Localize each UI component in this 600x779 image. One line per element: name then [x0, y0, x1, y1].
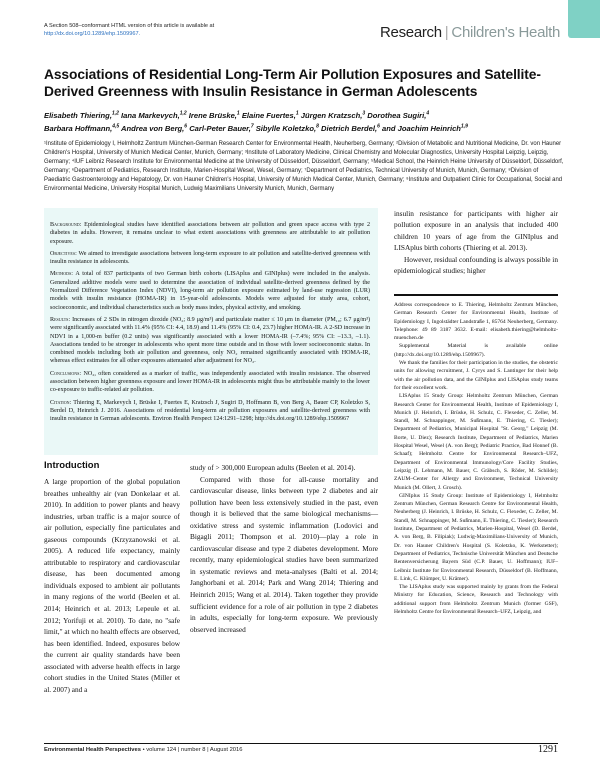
paragraph: Compared with those for all-cause mortality and cardiovascular disease, links between type 2 diabetes and air pollution have been less extensively studied in the past, even though it is believed that the same biological mechanisms—oxidative stress and systemic inflammation (Lodovici and Bigagli 2011; Thompson et al. 2010)—play a role in cardiovascular disease and type 2 diabetes development. More recently, many epidemiological studies have been summarized in systematic reviews and meta-analyses (Balti et al. 2014; Janghorbani et al. 2014; Park and Wang 2014; Thiering and Heinrich 2015; Wang et al. 2014). Taken together they provide sufficient evidence for a role of air pollution in type 2 diabetes in adults, especially for long-term exposure. We previously observed increased — [190, 474, 378, 634]
divider: | — [444, 24, 449, 41]
author-name: Elisabeth Thiering, — [44, 110, 112, 120]
notes-divider — [394, 294, 558, 296]
author-affiliation-marks: 3 — [362, 110, 366, 116]
abstract-objectives — [50, 250, 370, 267]
abstract-label: Background: — [50, 222, 82, 228]
right-column-text — [394, 208, 558, 276]
footnotes — [394, 301, 558, 616]
author-name: Barbara Hoffmann, — [44, 123, 113, 133]
issue: number 8 — [180, 747, 206, 753]
author — [121, 111, 187, 120]
doi-link[interactable]: http://dx.doi.org/10.1289/ehp.1509967. — [44, 31, 141, 37]
author-name: Dorothea Sugiri, — [367, 110, 427, 120]
section-header — [380, 24, 560, 41]
footnote: We thank the families for their participation in the studies, the obstetric units for allowing recruitment, J. Cyrys and S. Lantinger for their help with the air pollution data, and the GINIplus and LISAplus study teams for their excellent work. — [394, 360, 558, 391]
author — [44, 124, 119, 133]
author — [301, 111, 365, 120]
note-text: A Section 508–conformant HTML version of this article is available at — [44, 23, 215, 29]
abstract-label: Objectives: — [50, 250, 77, 257]
abstract-label: Results: — [50, 316, 71, 323]
author — [189, 124, 253, 133]
volume: volume 124 — [146, 747, 177, 753]
accent-tab — [568, 0, 600, 38]
abstract-label: Methods: — [50, 271, 73, 278]
paragraph: insulin resistance for participants with higher air pollution exposure in an analysis that included 400 children 10 years of age from the GINIplus and LISAplus birth cohorts (Thiering et al. 2013). — [394, 209, 558, 253]
author-affiliation-marks: 7 — [250, 123, 254, 130]
journal-footer: Environmental Health Perspectives • volume 124 | number 8 | August 2016 — [44, 747, 243, 753]
author — [44, 111, 119, 120]
abstract-methods — [50, 270, 370, 311]
author-name: Iana Markevych, — [121, 110, 180, 120]
author — [256, 124, 319, 133]
author-name: Andrea von Berg, — [121, 123, 185, 133]
subsection-label: Children's Health — [451, 24, 561, 41]
abstract-conclusions — [50, 370, 370, 395]
article-title: Associations of Residential Long-Term Air Pollution Exposures and Satellite-Derived Greenness with Insulin Resistance in German Adolescents — [44, 67, 541, 99]
author-affiliation-marks: 4 — [426, 110, 430, 116]
paragraph: study of > 300,000 European adults (Beelen et al. 2014). — [190, 463, 356, 472]
author-affiliation-marks: 4,5 — [112, 123, 120, 130]
author-affiliation-marks: 6 — [184, 123, 188, 130]
introduction-column-2 — [190, 462, 378, 635]
affiliations: ¹Institute of Epidemiology I, Helmholtz Zentrum München-German Research Center for Environmental Health, Neuherberg, Germany; ²Division of Metabolic and Nutritional Medicine, Dr. von Hauner Children's Hospital, University of Munich Medical Center, Munich, Germany; ³Institute of Laboratory Medicine, Clinical Chemistry and Molecular Diagnostics, University Hospital Leipzig, Leipzig, Germany; ⁴IUF Leibniz Research Institute for Environmental Medicine at the University of Düsseldorf, Düsseldorf, Germany; ⁵Medical School, the Heinrich Heine University of Düsseldorf, Düsseldorf, Germany; ⁶Department of Pediatrics, Research Institute, Marien-Hospital Wesel, Wesel, Germany; ⁷Department of Pediatrics, Technical University of Munich, Munich, Germany; ⁸Division of Paediatric Gastroenterology and Hepatology, Dr. von Hauner Children's Hospital, University of Munich Medical Center, Munich, Germany; ⁹Institute and Outpatient Clinic for Occupational, Social and Environmental Medicine, University Hospital Munich, Ludwig Maximilians University Munich, Munich, Germany — [44, 141, 564, 193]
abstract-text: We aimed to investigate associations between long-term exposure to air pollution and satellite-derived greenness with insulin resistance in adolescents. — [50, 250, 371, 266]
author-affiliation-marks: 1,9 — [460, 123, 468, 130]
author — [321, 124, 380, 133]
author-list — [44, 108, 564, 134]
page-number: 1291 — [538, 744, 558, 755]
author-name: Dietrich Berdel, — [320, 123, 378, 133]
journal-name: Environmental Health Perspectives — [44, 747, 141, 753]
author-name: Irene Brüske, — [188, 110, 237, 120]
author — [382, 124, 468, 133]
html-version-note — [44, 22, 264, 38]
abstract-citation — [50, 399, 370, 424]
abstract-text: Epidemiological studies have identified associations between air pollution and green space access with type 2 diabetes in adults. However, it remains unclear to what extent associations with greenness are attributable to air pollution exposure. — [50, 222, 370, 245]
introduction-column-1: A large proportion of the global population breathes unhealthy air (van Donkelaar et al. 2010). In addition to power plants and heavy industries, urban traffic is a major source of air pollution, especially fine particulates and gaseous compounds (Krzyzanowski et al. 2005). A reduced life expectancy, mainly attributable to respiratory and cardiovascular disease, has been documented among individuals exposed to ambient air pollutants in many regions of the world (Beelen et al. 2014; Heinrich et al. 2013; Lepeule et al. 2012; Yorifuji et al. 2010). To date, no "safe limit," at which no health effects are observed, has been identified. Indeed, exposures below the current air quality standards have been associated with adverse health effects in large cohort studies in the United States (Miller et al. 2007) and a — [44, 477, 180, 694]
date: August 2016 — [209, 747, 243, 753]
footer-divider — [44, 743, 558, 744]
footnote: Address correspondence to E. Thiering, Helmholtz Zentrum München, German Research Center for Environmental Health, Institute of Epidemiology I, Ingolstädter Landstraße 1, 85764 Neuherberg, Germany. Telephone: 49 89 3187 3632. E-mail: elisabeth.thiering@helmholtz-muenchen.de — [394, 302, 558, 342]
abstract-text: Thiering E, Markevych I, Brüske I, Fuertes E, Kratzsch J, Sugiri D, Hoffmann B, von Berg A, Bauer CP, Koletzko S, Berdel D, Heinrich J. 2016. Associations of residential long-term air pollution exposures and satellite-derived greenness with insulin resistance in German adolescents. Environ Health Perspect 124:1291–1298; http://dx.doi.org/10.1289/ehp.1509967 — [50, 399, 370, 423]
author-name: Jürgen Kratzsch, — [300, 110, 363, 120]
footnote: The LISAplus study was supported mainly by grants from the Federal Ministry for Education, Science, Research and Technology with additional support from Helmholtz Zentrum Munich (former GSF), Helmholtz Centre for Environmental Research–UFZ, Leipzig, and — [394, 584, 558, 615]
author-affiliation-marks: 1 — [295, 110, 299, 116]
abstract-label: Citation: — [50, 399, 72, 406]
author-affiliation-marks: 1 — [236, 110, 240, 116]
author-affiliation-marks: 1,2 — [111, 110, 119, 116]
separator: • — [142, 747, 145, 753]
author — [367, 111, 429, 120]
author — [189, 111, 240, 120]
author — [242, 111, 299, 120]
abstract-background — [50, 221, 370, 246]
paragraph: However, residual confounding is always possible in epidemiological studies; higher — [394, 254, 558, 276]
author-affiliation-marks: 8 — [316, 123, 319, 130]
abstract-box — [44, 208, 378, 455]
author-affiliation-marks: 1,2 — [179, 110, 187, 116]
author-name: and Joachim Heinrich — [382, 123, 461, 133]
abstract-label: Conclusions: — [50, 370, 82, 377]
abstract-text: NO₂, often considered as a marker of traffic, was independently associated with insulin resistance. The observed association between higher greenness exposure and lower HOMA-IR in adolescents might thus be attributable mainly to the lower co-exposure to traffic-related air pollution. — [50, 370, 370, 394]
abstract-results — [50, 316, 370, 366]
author-name: Elaine Fuertes, — [241, 110, 296, 120]
abstract-text: Increases of 2 SDs in nitrogen dioxide (NO₂; 8.9 μg/m³) and particulate matter ≤ 10 μm in diameter (PM₁₀; 6.7 μg/m³) were significantly associated with 11.4% (95% CI: 4.4, 18.9) and 11.4% (95% CI: 0.4, 23.7) higher HOMA-IR. A 2-SD increase in NDVI in a 1,000-m buffer (0.2 units) was significantly associated with a lower HOMA-IR (–7.4%; 95% CI: –13.3, –1.1). Associations tended to be stronger in adolescents who spent more time outside and in those with lower socioeconomic status. In combined models including both air pollution and greenness, only NO₂ remained significantly associated with HOMA-IR, whereas effect estimates for all other exposures attenuated after adjustment for NO₂. — [50, 316, 370, 365]
abstract-text: A total of 837 participants of two German birth cohorts (LISAplus and GINIplus) were included in the analysis. Generalized additive models were used to determine the association of individual satellite-derived greenness defined by the Normalized Difference Vegetation Index (NDVI), long-term air pollution exposure estimated by land-use regression (LUR) models with insulin resistance (HOMA-IR) in 15-year-old adolescents. Models were adjusted for study area, cohort, socioeconomic, and individual characteristics such as body mass index, physical activity, and smoking. — [50, 271, 371, 311]
introduction-heading: Introduction — [44, 460, 100, 471]
footnote: GINIplus 15 Study Group: Institute of Epidemiology I, Helmholtz Zentrum München, German Research Centre for Environmental Health, Neuherberg (J. Heinrich, I. Brüske, H. Schulz, C. Flexeder, C. Zeller, M. Standl, M. Schnappinger, M. Sußmann, E. Thiering, C. Tiesler); Research Institute, Department of Pediatrics, Marien-Hospital, Wesel (D. Berdel, A. von Berg, B. Filipiak); Ludwig-Maximilians-University of Munich, Dr. von Hauner Children's Hospital (S. Koletzko, K. Werkstetter); Department of Pediatrics, Technische Universität München and Deutsche Rentenversicherung Bayern Süd (C.P. Bauer, U. Hoffmann); IUF–Leibniz Institute for Environmental Research, Düsseldorf (B. Hoffmann, E. Link, C. Klümper, U. Krämer). — [394, 492, 558, 582]
section-label: Research — [380, 24, 442, 41]
author-affiliation-marks: 6 — [377, 123, 380, 130]
author — [121, 124, 187, 133]
author-name: Carl-Peter Bauer, — [189, 123, 251, 133]
footnote: LISAplus 15 Study Group: Helmholtz Zentrum München, German Research Center for Environmental Health, Institute of Epidemiology I, Munich (J. Heinrich, I. Brüske, H. Schulz, C. Flexeder, C. Zeller, M. Standl, M. Schnappinger, M. Sußmann, E. Thiering, C. Tiesler); Department of Pediatrics, Municipal Hospital "St. Georg," Leipzig (M. Borte, U. Diez); Research Institute, Department of Pediatrics, Marien Hospital Wesel, Wesel (A. von Berg); Pediatric Practice, Bad Honnef (B. Schaaf); Helmholtz Centre for Environmental Research–UFZ, Department of Environmental Immunology/Core Facility Studies, Leipzig (I. Lehmann, M. Bauer, C. Gräbsch, S. Röder, M. Schilde); ZAUM–Center for Allergy and Environment, Technical University Munich (M. Ollert, J. Grosch). — [394, 393, 558, 491]
footnote: Supplemental Material is available online (http://dx.doi.org/10.1289/ehp.1509967). — [394, 343, 558, 358]
author-name: Sibylle Koletzko, — [255, 123, 317, 133]
